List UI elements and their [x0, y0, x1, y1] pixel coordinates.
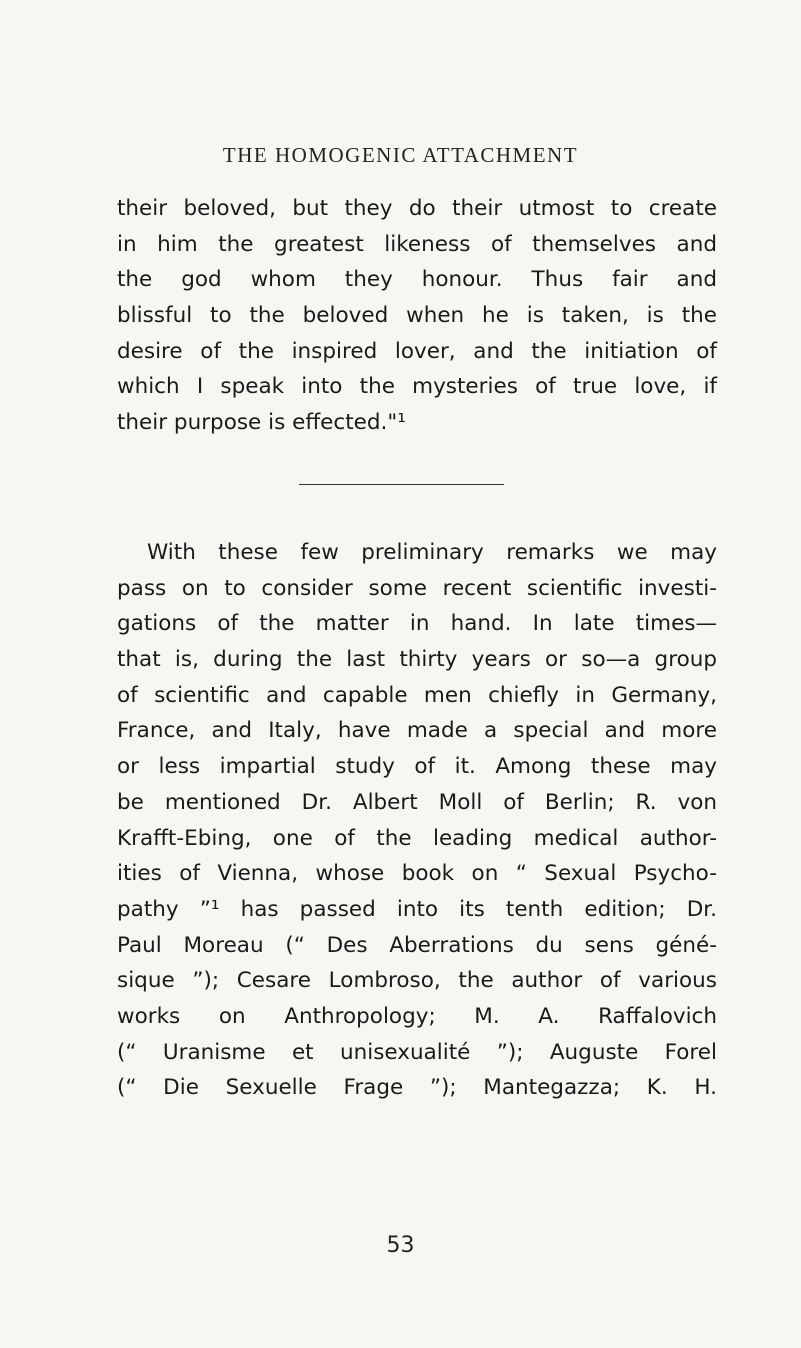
- text-line: sique ”); Cesare Lombroso, the author of various: [117, 968, 717, 994]
- running-head: THE HOMOGENIC ATTACHMENT: [222, 143, 579, 167]
- text-line: that is, during the last thirty years or so—a group: [117, 647, 717, 673]
- text-line: pathy ”¹ has passed into its tenth edition; Dr.: [117, 896, 717, 922]
- text-line: be mentioned Dr. Albert Moll of Berlin; R. von: [117, 789, 717, 815]
- text-line: pass on to consider some recent scientific investi-: [117, 575, 717, 601]
- paragraph-quotation-end: [117, 191, 717, 441]
- text-line: gations of the matter in hand. In late times—: [117, 611, 717, 637]
- text-line: their purpose is effected."¹: [117, 410, 406, 436]
- text-line: ities of Vienna, whose book on “ Sexual Psycho-: [117, 861, 717, 887]
- text-line: their beloved, but they do their utmost to create: [117, 196, 717, 221]
- section-divider: [299, 484, 504, 485]
- text-line: blissful to the beloved when he is taken, is the: [117, 303, 717, 329]
- text-line: which I speak into the mysteries of true love, if: [117, 374, 717, 400]
- text-line: works on Anthropology; M. A. Raffalovich: [117, 1003, 717, 1029]
- text-line: or less impartial study of it. Among these may: [117, 754, 717, 780]
- text-line: of scientific and capable men chiefly in Germany,: [117, 682, 717, 708]
- text-line: (“ Die Sexuelle Frage ”); Mantegazza; K. H.: [117, 1075, 717, 1101]
- text-line: (“ Uranisme et unisexualité ”); Auguste Forel: [117, 1039, 717, 1065]
- text-line: desire of the inspired lover, and the initiation of: [117, 338, 717, 364]
- text-line: Krafft-Ebing, one of the leading medical author-: [117, 825, 717, 851]
- page-number: 53: [386, 1233, 415, 1258]
- text-line: the god whom they honour. Thus fair and: [117, 267, 717, 293]
- text-line: France, and Italy, have made a special and more: [117, 718, 717, 744]
- text-line: Paul Moreau (“ Des Aberrations du sens géné-: [117, 932, 717, 958]
- paragraph-scientific-investigations: [117, 535, 717, 1106]
- text-line: in him the greatest likeness of themselves and: [117, 231, 717, 257]
- text-line: With these few preliminary remarks we may: [147, 540, 717, 565]
